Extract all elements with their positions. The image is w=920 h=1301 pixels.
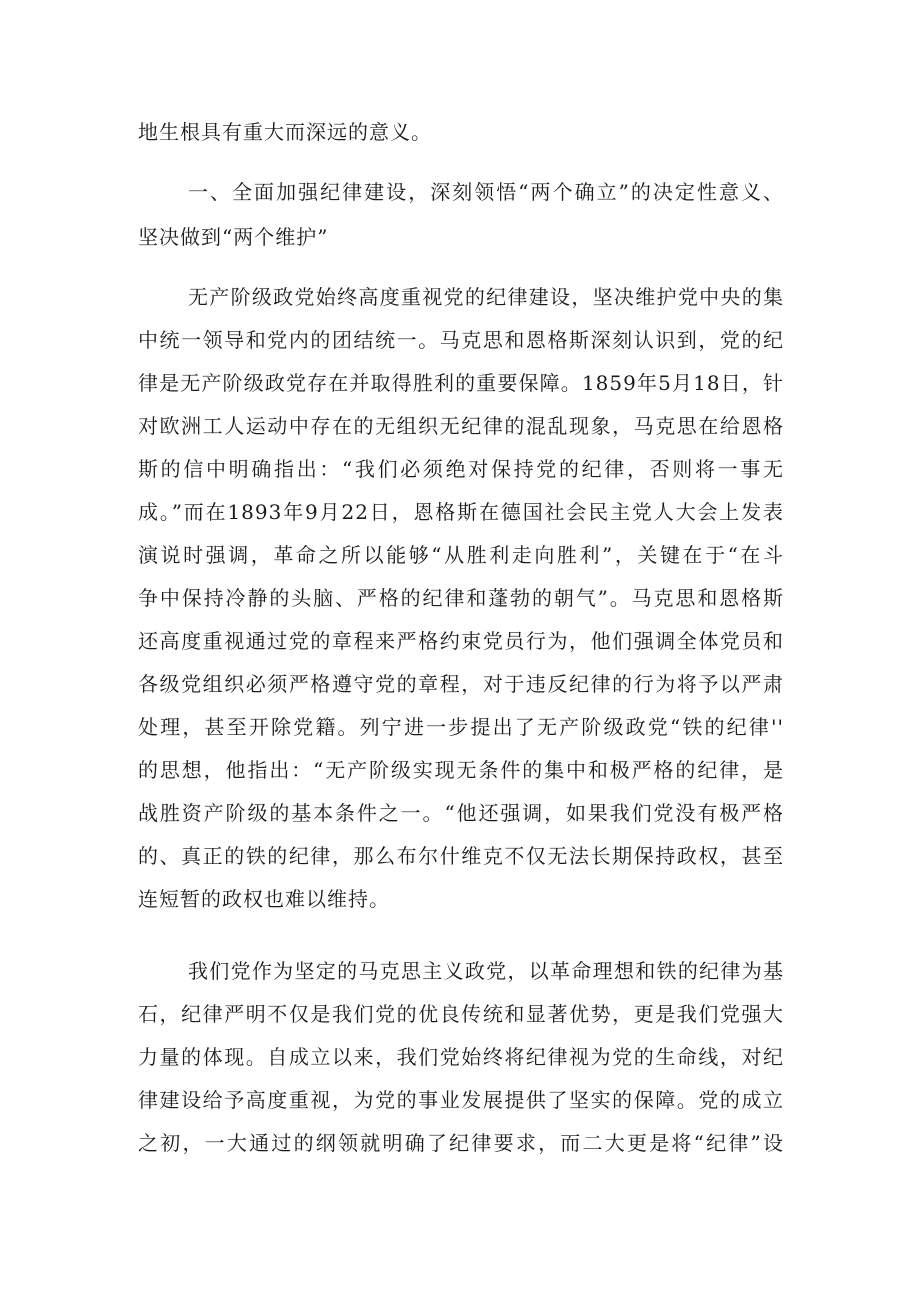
paragraph-line: 地生根具有重大而深远的意义。 [138,120,432,144]
paragraph-line: 处理，甚至开除党籍。列宁进一步提出了无产阶级政党“铁的纪律'' [138,715,784,739]
paragraph-line: 的、真正的铁的纪律，那么布尔什维克不仅无法长期保持政权，甚至 [138,844,784,868]
paragraph-line: 之初，一大通过的纲领就明确了纪律要求，而二大更是将“纪律”设 [138,1131,784,1155]
paragraph-line: 对欧洲工人运动中存在的无组织无纪律的混乱现象，马克思在给恩格 [138,414,784,438]
paragraph-line: 中统一领导和党内的团结统一。马克思和恩格斯深刻认识到，党的纪 [138,328,784,352]
paragraph-line: 力量的体现。自成立以来，我们党始终将纪律视为党的生命线，对纪 [138,1045,784,1069]
paragraph-line: 连短暂的政权也难以维持。 [138,887,390,911]
paragraph-line: 争中保持冷静的头脑、严格的纪律和蓬勃的朝气”。马克思和恩格斯 [138,586,784,610]
paragraph-line: 斯的信中明确指出：“我们必须绝对保持党的纪律，否则将一事无 [138,457,784,481]
paragraph-line: 律建设给予高度重视，为党的事业发展提供了坚实的保障。党的成立 [138,1088,784,1112]
section-heading-line: 坚决做到“两个维护” [138,225,329,249]
paragraph-line: 成。”而在1893年9月22日，恩格斯在德国社会民主党人大会上发表 [138,500,784,524]
section-heading-line: 一、全面加强纪律建设，深刻领悟“两个确立”的决定性意义、 [188,180,784,204]
paragraph-line: 律是无产阶级政党存在并取得胜利的重要保障。1859年5月18日，针 [138,371,784,395]
paragraph-line: 我们党作为坚定的马克思主义政党，以革命理想和铁的纪律为基 [188,959,784,983]
paragraph-line: 还高度重视通过党的章程来严格约束党员行为，他们强调全体党员和 [138,629,784,653]
paragraph-line: 无产阶级政党始终高度重视党的纪律建设，坚决维护党中央的集 [188,285,784,309]
paragraph-line: 战胜资产阶级的基本条件之一。“他还强调，如果我们党没有极严格 [138,801,784,825]
paragraph-line: 各级党组织必须严格遵守党的章程，对于违反纪律的行为将予以严肃 [138,672,784,696]
paragraph-line: 演说时强调，革命之所以能够“从胜利走向胜利”，关键在于“在斗 [138,543,784,567]
paragraph-line: 石，纪律严明不仅是我们党的优良传统和显著优势，更是我们党强大 [138,1002,784,1026]
paragraph-line: 的思想，他指出：“无产阶级实现无条件的集中和极严格的纪律，是 [138,758,784,782]
